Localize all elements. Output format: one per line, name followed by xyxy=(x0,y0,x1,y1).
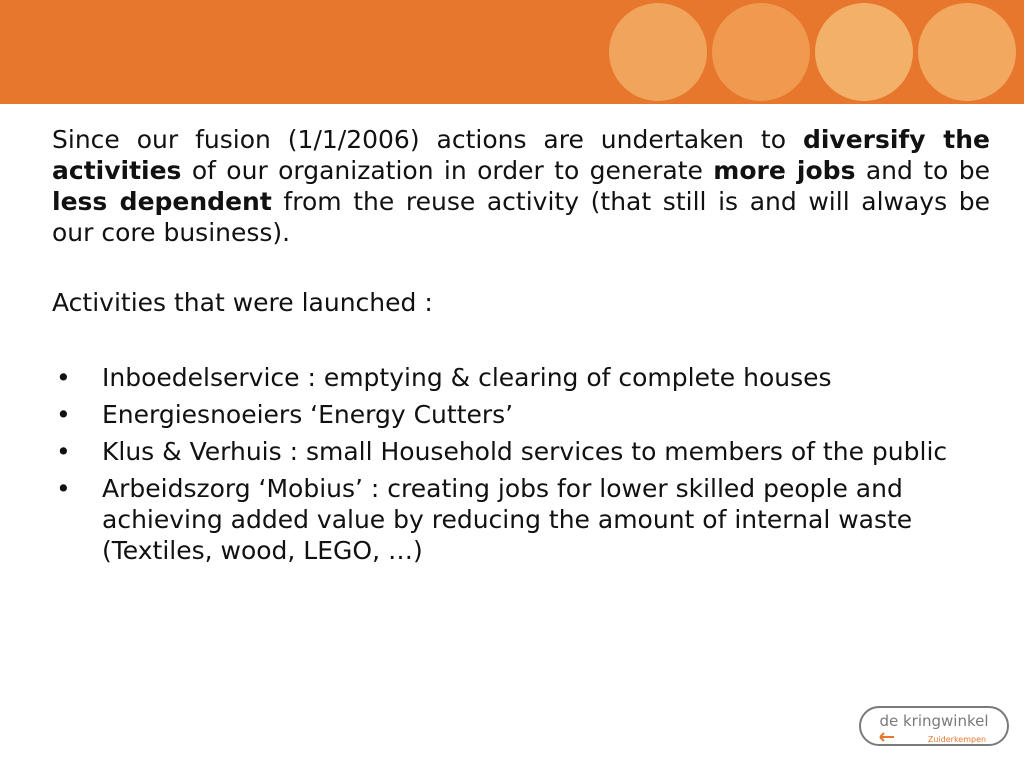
bullet-icon: • xyxy=(56,437,71,466)
activity-list xyxy=(52,362,990,566)
activity-text: Arbeidszorg ‘Mobius’ : creating jobs for lower skilled people and achieving added value by reducing the amount of internal waste (Textiles, wood, LEGO, …) xyxy=(102,474,913,565)
logo-name: de kringwinkel xyxy=(879,712,989,730)
activity-text: Klus & Verhuis : small Household services to members of the public xyxy=(102,437,948,466)
activities-heading: Activities that were launched : xyxy=(52,288,433,317)
intro-text: Since our fusion (1/1/2006) actions are undertaken to xyxy=(52,125,803,154)
intro-text: from the reuse activity (that still is and will always be our core business). xyxy=(52,187,990,247)
list-item xyxy=(52,473,990,566)
intro-emphasis-diversify: diversify the activities xyxy=(52,125,991,185)
decorative-circle xyxy=(815,3,913,101)
intro-text: of our organization in order to generate xyxy=(181,156,714,185)
intro-paragraph xyxy=(52,124,990,248)
intro-emphasis-jobs: more jobs xyxy=(713,156,856,185)
slide-content xyxy=(52,124,990,572)
decorative-circle xyxy=(918,3,1016,101)
list-item xyxy=(52,436,990,467)
logo-sub: Zuiderkempen xyxy=(927,735,987,744)
decorative-circle xyxy=(609,3,707,101)
intro-emphasis-dependent: less dependent xyxy=(52,187,272,216)
bullet-icon: • xyxy=(56,400,71,429)
activity-text: Energiesnoeiers ‘Energy Cutters’ xyxy=(102,400,514,429)
list-item xyxy=(52,362,990,393)
activity-text: Inboedelservice : emptying & clearing of complete houses xyxy=(102,363,832,392)
bullet-icon: • xyxy=(56,363,71,392)
intro-text: and to be xyxy=(855,156,990,185)
arrow-left-icon xyxy=(880,733,894,741)
kringwinkel-logo xyxy=(858,705,1010,751)
bullet-icon: • xyxy=(56,474,71,503)
list-item xyxy=(52,399,990,430)
header-band xyxy=(0,0,1024,104)
decorative-circle xyxy=(712,3,810,101)
